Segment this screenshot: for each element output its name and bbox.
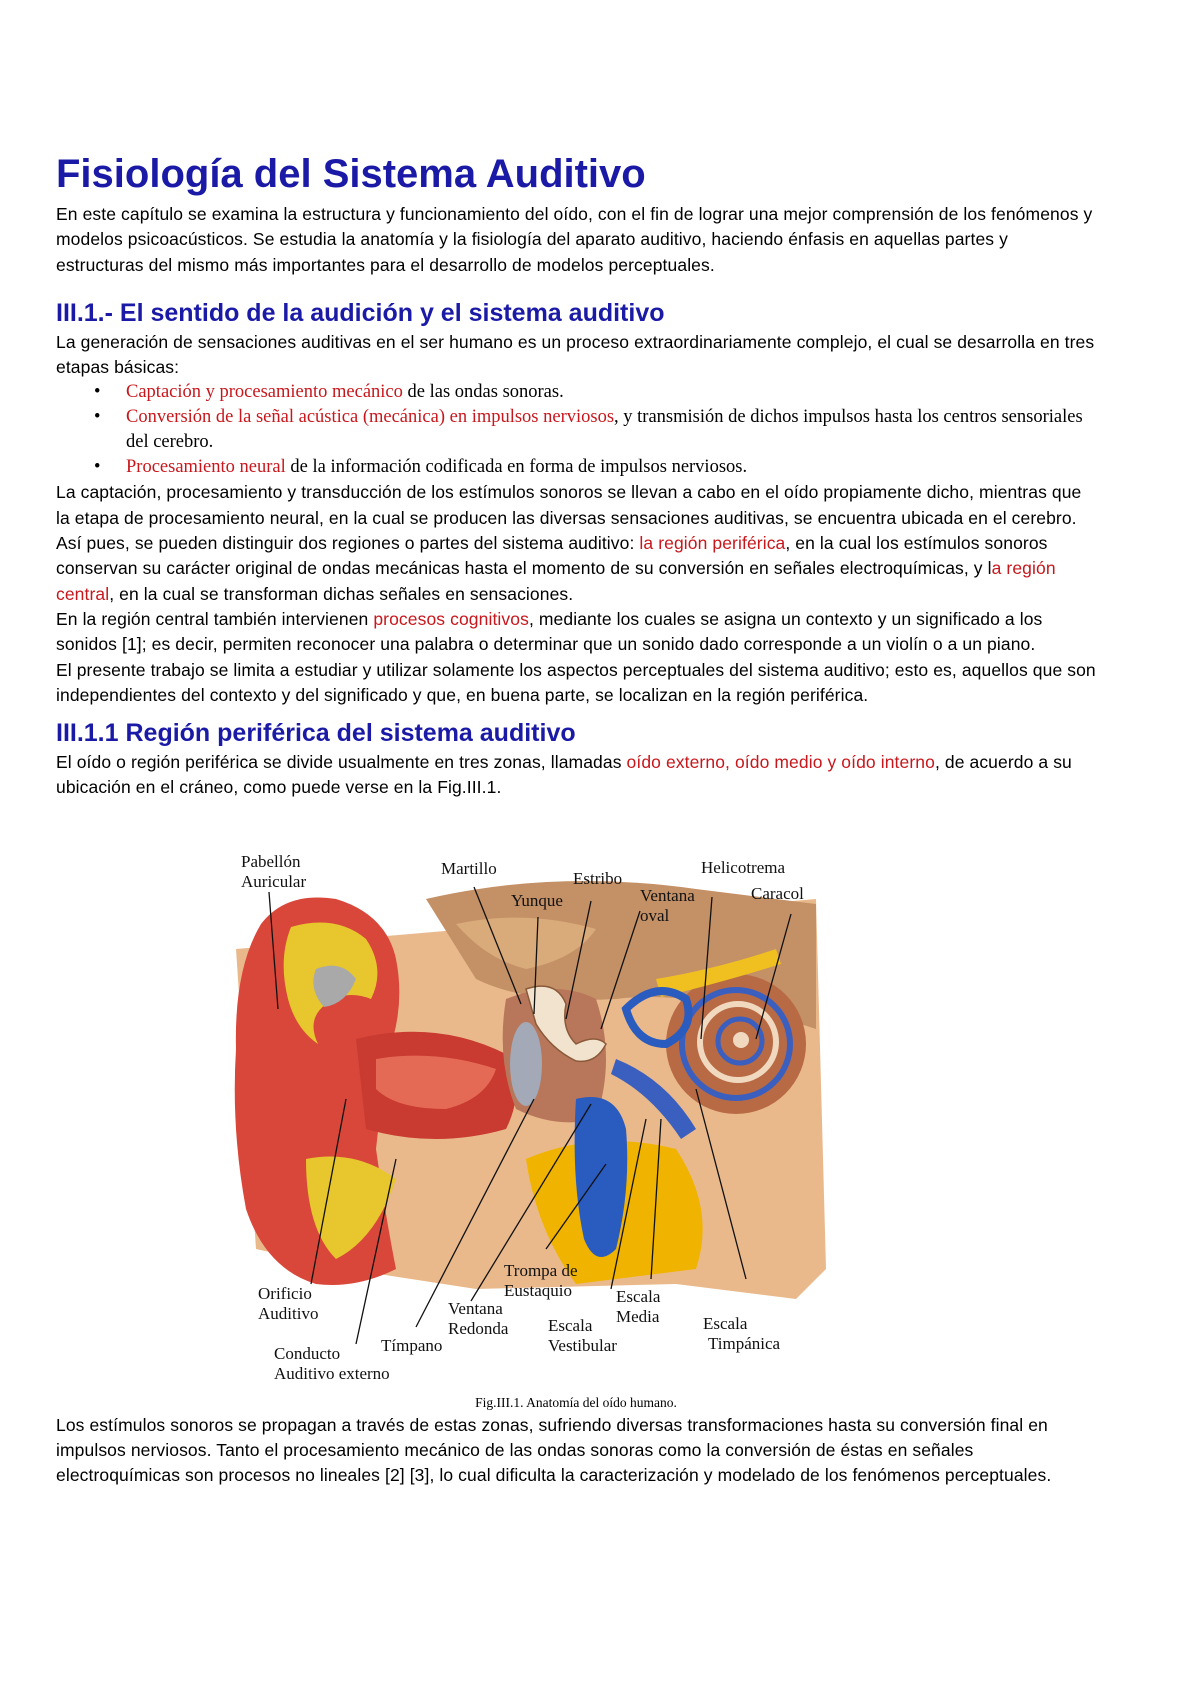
- list-item: [56, 405, 1096, 455]
- bullet-icon: •: [94, 407, 101, 428]
- label-helicotrema: Helicotrema: [701, 857, 786, 877]
- figure-caption: Fig.III.1. Anatomía del oído humano.: [475, 1394, 677, 1410]
- label-ventana-redonda-line1: Ventana: [448, 1298, 503, 1318]
- ear-anatomy-illustration: [56, 829, 1096, 1389]
- term-procesos-cognitivos: procesos cognitivos: [373, 608, 529, 629]
- label-timpano: Tímpano: [381, 1335, 443, 1355]
- label-ventana-redonda-line2: Redonda: [448, 1318, 509, 1338]
- section-heading-2: III.1.1 Región periférica del sistema auditivo: [56, 719, 576, 748]
- label-escala-vestibular-line2: Vestibular: [548, 1335, 617, 1355]
- label-yunque: Yunque: [511, 890, 563, 910]
- list-item: [56, 380, 1096, 405]
- label-escala-timpanica-line2: Timpánica: [708, 1333, 781, 1353]
- list-item-text: de las ondas sonoras.: [402, 382, 564, 403]
- term-region-periferica: la región periférica: [639, 533, 786, 554]
- label-escala-timpanica-line1: Escala: [703, 1313, 748, 1333]
- bullet-icon: •: [94, 382, 101, 403]
- section-heading-1: III.1.- El sentido de la audición y el sistema auditivo: [56, 298, 665, 327]
- label-trompa-line2: Eustaquio: [504, 1280, 572, 1300]
- term-region-central: a región central: [56, 558, 1056, 604]
- list-item-highlight: Procesamiento neural: [126, 457, 286, 478]
- stages-list: [56, 380, 1096, 480]
- label-pabellon-line2: Auricular: [241, 871, 307, 891]
- label-orificio-line2: Auditivo: [258, 1303, 319, 1323]
- text-run: La captación, procesamiento y transducción de los estímulos sonoros se llevan a cabo en el oído propiamente dicho, mientras que la etapa de procesamiento neural, en la cual se producen las diversas sensaciones auditivas, se encuentra ubicada en el cerebro. Así pues, se pueden distinguir dos regiones o partes del sistema auditivo:: [56, 482, 1082, 554]
- document-body: [56, 148, 1096, 1489]
- list-item-text: de la información codificada en forma de impulsos nerviosos.: [285, 457, 748, 478]
- label-conducto-line2: Auditivo externo: [274, 1363, 390, 1383]
- text-run: , mediante los cuales se asigna un contexto y un significado a los sonidos [1]; es decir, permiten reconocer una palabra o determinar que un sonido dado corresponde a un violín o a un piano.: [56, 608, 1043, 655]
- paragraph-regions: [56, 480, 1096, 606]
- paragraph-zones: [56, 750, 1096, 801]
- ear-anatomy-figure: [56, 829, 1096, 1389]
- label-caracol: Caracol: [751, 883, 804, 903]
- cochlea-center: [733, 1032, 749, 1048]
- label-conducto-line1: Conducto: [274, 1343, 341, 1363]
- text-run: , en la cual los estímulos sonoros conservan su carácter original de ondas mecánicas hasta el momento de su conversión en señales electroquímicas, y l: [56, 533, 1048, 579]
- label-escala-vestibular-line1: Escala: [548, 1315, 593, 1335]
- text-run: En la región central también intervienen: [56, 608, 374, 629]
- paragraph-scope: El presente trabajo se limita a estudiar y utilizar solamente los aspectos perceptuales del sistema auditivo; esto es, aquellos que son independientes del contexto y del significado y que, en buena parte, se localizan en la región periférica.: [56, 659, 1096, 705]
- label-martillo: Martillo: [441, 858, 497, 878]
- label-ventana-oval-line2: oval: [640, 905, 670, 925]
- term-zonas-oido: oído externo, oído medio y oído interno: [626, 752, 935, 773]
- intro-paragraph: En este capítulo se examina la estructura y funcionamiento del oído, con el fin de lograr una mejor comprensión de los fenómenos y modelos psicoacústicos. Se estudia la anatomía y la fisiología del aparato auditivo, haciendo énfasis en aquellas partes y estructuras del mismo más importantes para el desarrollo de modelos perceptuales.: [56, 204, 1093, 275]
- label-orificio-line1: Orificio: [258, 1283, 312, 1303]
- paragraph-propagation: Los estímulos sonoros se propagan a través de estas zonas, sufriendo diversas transformaciones hasta su conversión final en impulsos nerviosos. Tanto el procesamiento mecánico de las ondas sonoras como la conversión de éstas en señales electroquímicas son procesos no lineales [2] [3], lo cual dificulta la caracterización y modelado de los fenómenos perceptuales.: [56, 1414, 1052, 1486]
- label-escala-media-line1: Escala: [616, 1286, 661, 1306]
- text-run: El oído o región periférica se divide usualmente en tres zonas, llamadas: [56, 752, 627, 773]
- paragraph-cognitive: [56, 607, 1096, 658]
- list-item-highlight: Conversión de la señal acústica (mecánica) en impulsos nerviosos: [126, 407, 615, 428]
- label-trompa-line1: Trompa de: [504, 1260, 578, 1280]
- label-ventana-oval-line1: Ventana: [640, 885, 695, 905]
- list-item-highlight: Captación y procesamiento mecánico: [126, 382, 403, 403]
- tympanic-membrane: [510, 1022, 542, 1106]
- list-item: [56, 455, 1096, 480]
- page-title: Fisiología del Sistema Auditivo: [56, 152, 646, 196]
- text-run: , en la cual se transforman dichas señales en sensaciones.: [109, 583, 574, 604]
- label-estribo: Estribo: [573, 868, 623, 888]
- bullet-icon: •: [94, 457, 101, 478]
- label-escala-media-line2: Media: [616, 1306, 660, 1326]
- text-run: , de acuerdo a su ubicación en el cráneo, como puede verse en la Fig.III.1.: [56, 752, 1072, 798]
- section1-lead: La generación de sensaciones auditivas en el ser humano es un proceso extraordinariamente complejo, el cual se desarrolla en tres etapas básicas:: [56, 331, 1095, 378]
- label-pabellon-line1: Pabellón: [241, 851, 301, 871]
- list-item-text: , y transmisión de dichos impulsos hasta los centros sensoriales del cerebro.: [126, 407, 1083, 453]
